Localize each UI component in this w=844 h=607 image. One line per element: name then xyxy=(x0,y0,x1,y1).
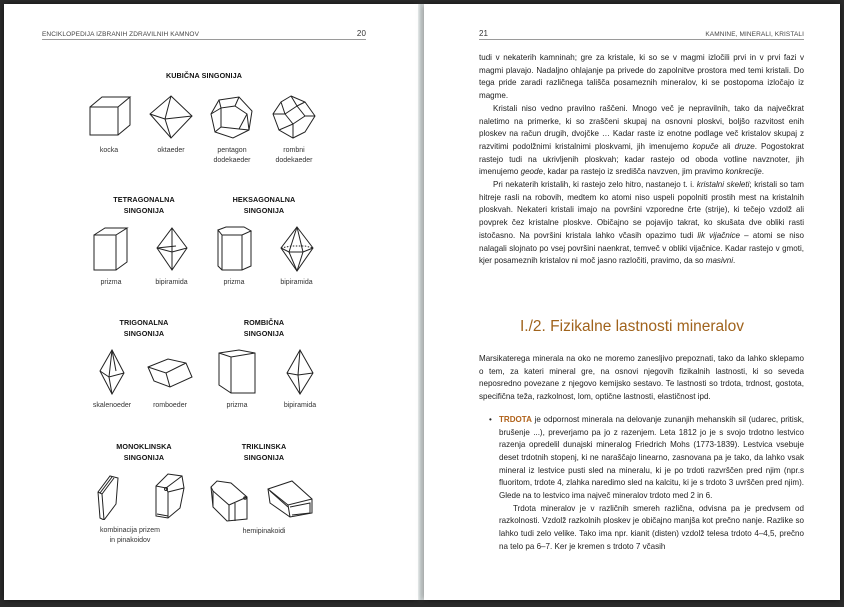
tetragonal-prism-icon xyxy=(91,226,131,272)
term-kristalni-skeleti: kristalni skeleti xyxy=(696,180,750,190)
figure-cube xyxy=(84,94,134,156)
figure-triclinic-1 xyxy=(209,479,249,528)
section-title-monoclinic xyxy=(94,441,194,463)
text-run: ; kristali so tam hitreje rasli na robovih, medtem ko atomi niso uspeli popolniti prostih mest na kristalnih ploskvah. Nekateri kristali imajo na površini vzporedne črte (strije), ki tečejo vzdolž ali povprek čez kristalne ploskve. Običajno se pojavijo takrat, ko skušata dve obliki rasti istočasno. Na površini kristala lahko včasih opazimo tudi xyxy=(479,180,804,240)
figure-rhombic-bipyramid xyxy=(272,349,328,411)
bullet-icon: • xyxy=(489,414,492,424)
figure-tetragonal-prism xyxy=(86,226,136,288)
title-line: TRIGONALNA xyxy=(119,318,169,327)
rhombic-prism-icon xyxy=(217,349,257,395)
caption-rhombohedron: romboeder xyxy=(153,402,187,409)
title-line: SINGONIJA xyxy=(243,329,285,338)
figure-rhombohedron xyxy=(142,349,198,411)
caption-line: kombinacija prizem xyxy=(100,527,160,534)
term-masivni: masivni xyxy=(705,256,734,266)
figure-pentagon-dodecahedron xyxy=(202,94,262,166)
section-title-cubic: KUBIČNA SINGONIJA xyxy=(165,71,243,80)
triclinic-hemipinacoid-2-icon xyxy=(266,479,314,519)
rhombic-dodecahedron-icon xyxy=(271,94,317,140)
term-kopuce: kopuče xyxy=(692,141,719,151)
page-number-right: 21 xyxy=(479,29,489,38)
left-page xyxy=(4,4,418,600)
title-line: MONOKLINSKA xyxy=(116,442,172,451)
text-run: , kadar pa rastejo iz središča navzven, jim pravimo xyxy=(543,167,726,177)
bullet-trdota xyxy=(479,414,804,503)
figure-rhombic-prism xyxy=(212,349,262,411)
hexagonal-prism-icon xyxy=(214,226,254,272)
bullet-continuation: Trdota mineralov je v različnih smereh različna, odvisna pa je predvsem od razkolnosti. Vzdolž razkolnih ploskev je običajno manjša kot prečno nanje. Razlike so lahko tudi zelo velike. Tako ima npr. kianit (disten) vzdolž telesa trdoto 4–4,5, prečno na telo pa 6–7. Ker je kremen s trdoto 7 včasih xyxy=(499,503,804,551)
figure-hexagonal-prism xyxy=(209,226,259,288)
caption-rhombic-bipyramid: bipiramida xyxy=(283,402,317,409)
title-line: TRIKLINSKA xyxy=(241,442,287,451)
triclinic-hemipinacoid-1-icon xyxy=(209,479,249,523)
term-lik-vijacnice: lik vijačnice xyxy=(697,230,740,240)
section-title-trigonal xyxy=(94,317,194,339)
paragraph-3 xyxy=(479,179,804,268)
title-line: ROMBIČNA xyxy=(243,318,285,327)
body-text-upper xyxy=(479,52,804,268)
intro-paragraph: Marsikaterega minerala na oko ne moremo zanesljivo prepoznati, tako da lahko sklepamo o tem, za kateri mineral gre, na osnovi njegovih fizikalnih lastnosti, ki so seveda neposredno povezane z njegovo kemijsko sestavo. Te lastnosti so trdota, trdnost, gostota, specifična teža, razkolnost, lom, optične lastnosti, elastičnost ipd. xyxy=(479,354,804,402)
section-title-tetragonal xyxy=(94,194,194,216)
paragraph-2 xyxy=(479,103,804,179)
figure-triclinic-2 xyxy=(266,479,314,524)
caption-hexagonal-bipyramid: bipiramida xyxy=(280,279,313,286)
rhombohedron-icon xyxy=(146,349,194,395)
section-title-rhombic xyxy=(214,317,314,339)
figure-octahedron xyxy=(146,94,196,156)
chapter-title: KAMNINE, MINERALI, KRISTALI xyxy=(705,31,804,38)
page-number-left: 20 xyxy=(356,29,366,38)
paragraph-1: tudi v nekaterih kamninah; gre za kristale, ki so se v magmi izločili prvi in v prvi fazi v magmi plavajo. Nadaljno ohlajanje pa privede do zapolnitve prostora med temi kristali. Do tega pride zaradi različnega tališča posameznih mineralov, ki se postopoma izločajo iz magme. xyxy=(479,53,804,101)
monoclinic-prism-icon xyxy=(152,472,186,520)
octahedron-icon xyxy=(148,94,194,140)
term-druze: druze xyxy=(734,141,755,151)
caption-hexagonal-prism: prizma xyxy=(223,279,245,286)
hexagonal-bipyramid-icon xyxy=(279,226,315,272)
pentagon-dodecahedron-icon xyxy=(209,94,255,140)
caption-octahedron: oktaeder xyxy=(157,147,185,154)
caption-scalenohedron: skalenoeder xyxy=(92,402,132,409)
running-head-left xyxy=(42,28,366,40)
text-run: . xyxy=(733,256,736,266)
caption-line: in pinakoidov xyxy=(109,537,151,544)
section-title-triclinic xyxy=(214,441,314,463)
figure-monoclinic-1 xyxy=(96,474,120,525)
caption-triclinic: hemipinakoidi xyxy=(242,528,286,535)
caption-cube: kocka xyxy=(99,147,119,154)
figure-hexagonal-bipyramid xyxy=(269,226,324,288)
text-run: . Pogostokrat rastejo tudi na ukrivljenih ploskvah; kadar rastejo od oboda votline navznoter, jih imenujemo xyxy=(479,141,804,177)
text-run: . xyxy=(761,167,764,177)
caption-rhombic-dodecahedron: rombni dodekaeder xyxy=(275,147,313,164)
term-konkrecije: konkrecije xyxy=(725,167,762,177)
text-run: Kristali niso vedno pravilno raščeni. Mnogo več je nepravilnih, tako da največkrat naletimo na primerke, ki so zraščeni skupaj na osnovni ploskvi, boljšo razvitost enih ploskev na račun drugih, dvojčke … Kadar raste iz enotne podlage več kristalov skupaj z razvitimi podolžnimi kristalnimi ploskvami, jih imenujemo xyxy=(479,103,804,151)
title-line: SINGONIJA xyxy=(123,329,165,338)
figure-monoclinic-2 xyxy=(152,472,186,525)
title-line: HEKSAGONALNA xyxy=(232,195,296,204)
title-line: SINGONIJA xyxy=(123,453,165,462)
monoclinic-plate-icon xyxy=(96,474,120,520)
title-line: TETRAGONALNA xyxy=(113,195,175,204)
caption-pentagon-dodecahedron: pentagon dodekaeder xyxy=(213,147,251,164)
title-line: SINGONIJA xyxy=(123,206,165,215)
figure-rhombic-dodecahedron xyxy=(264,94,324,166)
caption-tetragonal-prism: prizma xyxy=(100,279,122,286)
text-run: ali xyxy=(718,141,735,151)
title-line: SINGONIJA xyxy=(243,206,285,215)
caption-tetragonal-bipyramid: bipiramida xyxy=(155,279,188,286)
text-run: Pri nekaterih kristalih, ki rastejo zelo hitro, nastanejo t. i. xyxy=(493,180,697,190)
text-run: je odpornost minerala na delovanje zunanjih mehanskih sil (udarec, pritisk, brušenje ...), preverjamo pa jo z razenjem. Leta 1812 jo je s svojo trdotno lestvico razenja opredelil dunajski mineralog Friedrich Mohs (1773-1839). Lestvica vsebuje deset trdotnih stopenj, ki ne naraščajo linearno, zasnovana pa je tako, da lahko vsak mineral iz lestvice pusti sled na mineralu, ki je po trdoti razvrščen pred njim (npr.s fluoritom, trdote 4, zlahka naredimo sled na kalcitu, ki je s trdoto 3 uvrščen pred njim). Glede na to lestvico ima največ mineralov trdoto med 2 in 6. xyxy=(499,414,804,501)
caption-monoclinic xyxy=(70,526,190,546)
keyword-trdota: TRDOTA xyxy=(499,414,532,424)
tetragonal-bipyramid-icon xyxy=(154,226,190,272)
figure-tetragonal-bipyramid xyxy=(144,226,199,288)
section-heading: I./2. Fizikalne lastnosti mineralov xyxy=(520,318,744,335)
figure-scalenohedron xyxy=(84,349,140,411)
section-title-hexagonal xyxy=(214,194,314,216)
book-title: ENCIKLOPEDIJA IZBRANIH ZDRAVILNIH KAMNOV xyxy=(42,31,200,38)
scalenohedron-icon xyxy=(97,349,127,395)
right-page xyxy=(424,4,840,600)
title-line: SINGONIJA xyxy=(243,453,285,462)
running-head-right xyxy=(479,28,804,40)
text-run: – atomi se niso nalagali slojnato po vsej površini naenkrat, temveč v obliki vijačnice. Kadar rastejo v gmoti, kjer posameznih kristalov ni moč jasno razločiti, pravimo, da so xyxy=(479,230,804,266)
body-text-lower xyxy=(479,353,804,554)
cube-icon xyxy=(86,94,132,140)
term-geode: geode xyxy=(520,167,543,177)
caption-rhombic-prism: prizma xyxy=(226,402,248,409)
rhombic-bipyramid-icon xyxy=(285,349,315,395)
